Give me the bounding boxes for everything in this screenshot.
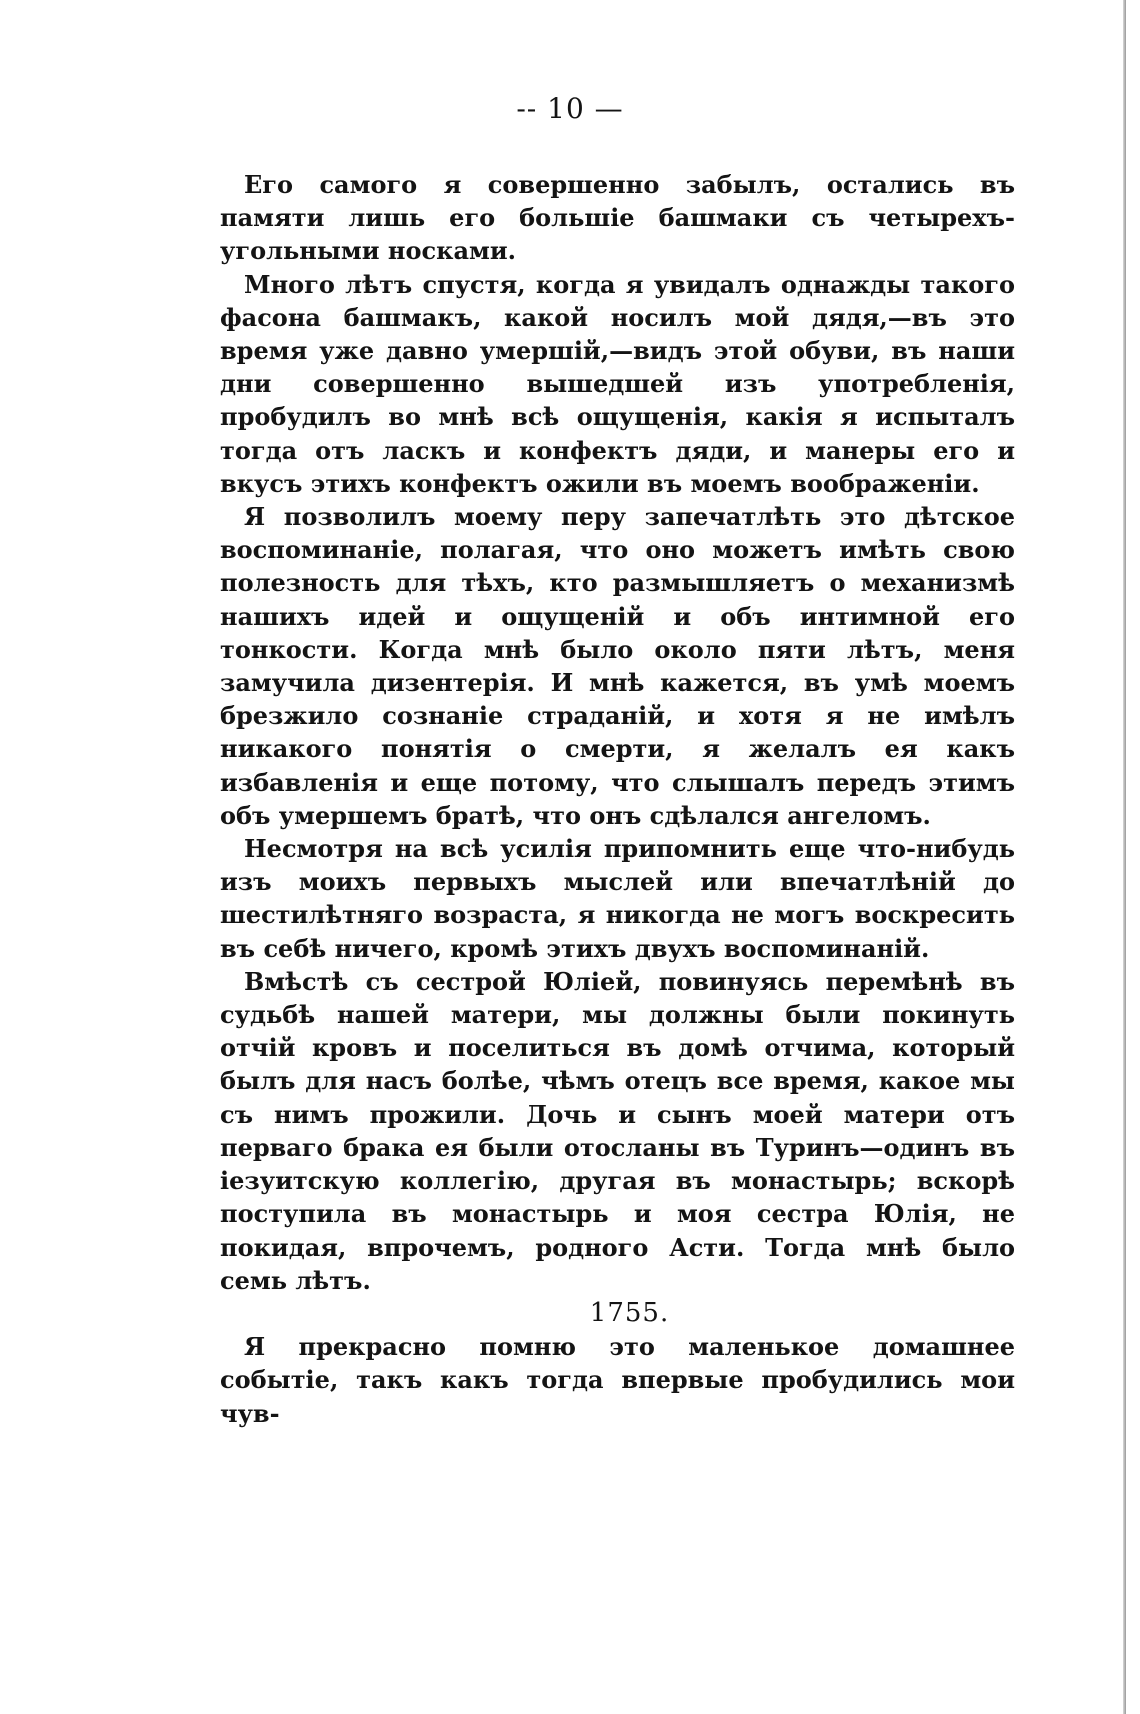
paragraph-4: Несмотря на всѣ усилія припомнить еще что-нибудь изъ моихъ первыхъ мыслей или впечатлѣній до шестилѣтняго возраста, я никогда не могъ воскресить въ себѣ ничего, кромѣ этихъ двухъ воспоминаній. bbox=[220, 834, 1015, 963]
main-text bbox=[220, 168, 1015, 1430]
page-number: -- 10 — bbox=[516, 92, 624, 125]
paragraph-1: Его самого я совершенно забылъ, остались въ памяти лишь его большіе башмаки съ четырехъ-угольными носками. bbox=[220, 170, 1015, 266]
paragraph-2: Много лѣтъ спустя, когда я увидалъ однажды такого фасона башмакъ, какой носилъ мой дядя,—въ это время уже давно умершій,—видъ этой обуви, въ наши дни совершенно вышедшей изъ употребленія, пробудилъ во мнѣ всѣ ощущенія, какія я испыталъ тогда отъ ласкъ и конфектъ дяди, и манеры его и вкусъ этихъ конфектъ ожили въ моемъ воображеніи. bbox=[220, 269, 1015, 498]
paragraph-3: Я позволилъ моему перу запечатлѣть это дѣтское воспоминаніе, полагая, что оно можетъ имѣть свою полезность для тѣхъ, кто размышляетъ о механизмѣ нашихъ идей и ощущеній и объ интимной его тонкости. Когда мнѣ было около пяти лѣтъ, меня замучила дизентерія. И мнѣ кажется, въ умѣ моемъ брезжило сознаніе страданій, и хотя я не имѣлъ никакого понятія о смерти, я желалъ ея какъ избавленія и еще потому, что слышалъ передъ этимъ объ умершемъ братѣ, что онъ сдѣлался ангеломъ. bbox=[220, 502, 1015, 830]
paragraph-6: Я прекрасно помню это маленькое домашнее событіе, такъ какъ тогда впервые пробудились мои чув- bbox=[220, 1332, 1015, 1428]
year-heading: 1755. bbox=[589, 1297, 670, 1328]
paragraph-5: Вмѣстѣ съ сестрой Юліей, повинуясь перемѣнѣ въ судьбѣ нашей матери, мы должны были покинуть отчій кровъ и поселиться въ домѣ отчима, который былъ для насъ болѣе, чѣмъ отецъ все время, какое мы съ нимъ прожили. Дочь и сынъ моей матери отъ перваго брака ея были отосланы въ Туринъ—одинъ въ іезуитскую коллегію, другая въ монастырь; вскорѣ поступила въ монастырь и моя сестра Юлія, не покидая, впрочемъ, родного Асти. Тогда мнѣ было семь лѣтъ. bbox=[220, 966, 1015, 1295]
page-edge bbox=[1123, 0, 1126, 1714]
